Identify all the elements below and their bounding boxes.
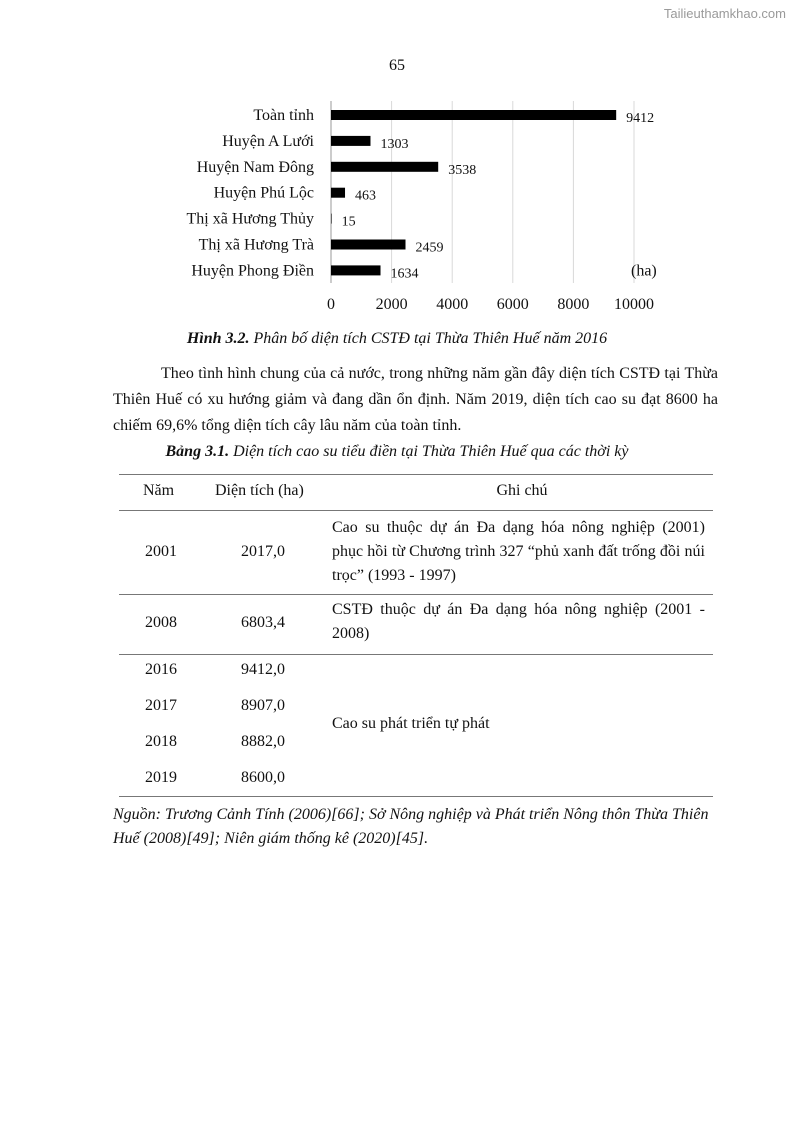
watermark: Tailieuthamkhao.com — [663, 6, 786, 21]
year-2008: 2008 — [145, 614, 177, 631]
year-2017: 2017 — [145, 697, 177, 714]
value-label: 1634 — [390, 266, 419, 282]
header-notes: Ghi chú — [496, 482, 548, 499]
bar — [331, 240, 406, 250]
bar — [331, 162, 438, 172]
category-label: Huyện A Lưới — [222, 132, 314, 150]
year-2016: 2016 — [145, 661, 177, 678]
category-label: Huyện Phú Lộc — [213, 184, 314, 202]
x-tick-label: 6000 — [496, 296, 529, 313]
category-label: Huyện Phong Điền — [191, 262, 314, 280]
body-paragraph — [113, 361, 718, 439]
figure-caption-text: Phân bố diện tích CSTĐ tại Thừa Thiên Huế năm 2016 — [249, 330, 608, 347]
area-2017: 8907,0 — [241, 697, 285, 714]
table-bottom-rule — [119, 796, 713, 797]
row-rule — [119, 594, 713, 595]
page-number: 65 — [389, 57, 405, 74]
table-caption — [0, 443, 794, 461]
category-label: Thị xã Hương Trà — [198, 236, 314, 254]
year-2019: 2019 — [145, 769, 177, 786]
area-2019: 8600,0 — [241, 769, 285, 786]
area-2018: 8882,0 — [241, 733, 285, 750]
note-2008: CSTĐ thuộc dự án Đa dạng hóa nông nghiệp (2001 - 2008) — [332, 601, 705, 642]
body-paragraph-text: Theo tình hình chung của cả nước, trong những năm gần đây diện tích CSTĐ tại Thừa Thiên Huế có xu hướng giảm và đang dần ổn định. Năm 2019, diện tích cao su đạt 8600 ha chiếm 69,6% tổng diện tích cây lâu năm của toàn tỉnh. — [113, 365, 718, 434]
category-label: Huyện Nam Đông — [196, 158, 314, 176]
bar-chart — [0, 95, 794, 320]
value-label: 3538 — [448, 162, 477, 178]
table-caption-text: Diện tích cao su tiểu điền tại Thừa Thiên Huế qua các thời kỳ — [229, 443, 629, 460]
category-label: Toàn tỉnh — [253, 107, 314, 124]
bar — [331, 110, 616, 120]
x-tick-label: 2000 — [375, 296, 408, 313]
unit-label: (ha) — [631, 262, 657, 280]
bar — [331, 188, 345, 198]
value-label: 463 — [355, 188, 377, 204]
category-label: Thị xã Hương Thủy — [186, 210, 314, 228]
note-2016-2019: Cao su phát triển tự phát — [332, 715, 490, 732]
source-note: Nguồn: Trương Cảnh Tính (2006)[66]; Sở Nông nghiệp và Phát triển Nông thôn Thừa Thiên Huế (2008)[49]; Niên giám thống kê (2020)[45]. — [113, 806, 709, 847]
header-rule — [119, 510, 713, 511]
x-tick-label: 8000 — [557, 296, 590, 313]
figure-caption — [0, 330, 794, 348]
x-tick-label: 10000 — [614, 296, 654, 313]
header-year: Năm — [143, 482, 175, 499]
figure-caption-label: Hình 3.2. — [186, 330, 250, 347]
area-2008: 6803,4 — [241, 614, 285, 631]
bar — [331, 265, 381, 275]
table-caption-label: Bảng 3.1. — [165, 443, 230, 460]
bar — [331, 214, 332, 224]
value-label: 2459 — [415, 240, 444, 256]
bar — [331, 136, 370, 146]
table-top-rule — [119, 474, 713, 475]
note-2001: Cao su thuộc dự án Đa dạng hóa nông nghiệp (2001) phục hồi từ Chương trình 327 “phủ xanh đất trống đồi núi trọc” (1993 - 1997) — [332, 519, 705, 584]
area-2016: 9412,0 — [241, 661, 285, 678]
row-rule — [119, 654, 713, 655]
area-2001: 2017,0 — [241, 543, 285, 560]
header-area: Diện tích (ha) — [215, 482, 304, 499]
year-2018: 2018 — [145, 733, 177, 750]
value-label: 15 — [341, 214, 356, 230]
value-label: 9412 — [626, 111, 655, 126]
year-2001: 2001 — [145, 543, 177, 560]
value-label: 1303 — [380, 136, 409, 152]
x-tick-label: 0 — [327, 296, 335, 313]
x-tick-label: 4000 — [436, 296, 469, 313]
